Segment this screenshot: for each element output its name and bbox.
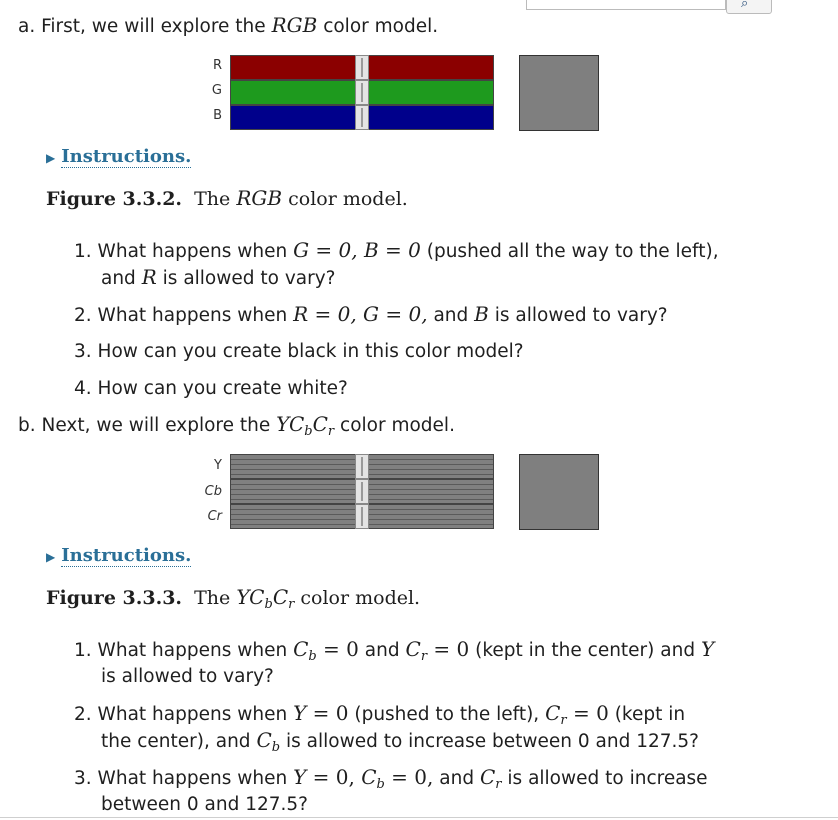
rgb-math: RGB [271,13,318,37]
question-a4: 4. How can you create white? [74,378,348,399]
slider-label-y: Y [214,458,222,473]
figure-caption-b: Figure 3.3.3. The $YC_bC_r$ color model. [46,585,421,612]
part-b-label: b. [18,415,36,436]
slider-label-cr: Cr [207,509,222,524]
figure-caption-a: Figure 3.3.2. The RGB color model. [46,186,408,210]
slider-label-b: B [213,108,222,123]
r-slider-thumb[interactable] [355,55,369,80]
question-a3: 3. How can you create black in this color model? [74,341,524,362]
y-slider-thumb[interactable] [355,454,369,479]
g-slider-thumb[interactable] [355,80,369,105]
slider-label-g: G [211,83,222,98]
question-a2: 2. What happens when R = 0, G = 0, and B is allowed to vary? [74,302,668,326]
disclosure-triangle-icon: ▶ [46,151,56,165]
question-b2: 2. What happens when Y = 0 (pushed to the left), $C_r = 0$ (kept in [74,701,686,728]
cb-slider-thumb[interactable] [355,479,369,504]
search-button[interactable] [726,0,772,14]
b-slider-thumb[interactable] [355,105,369,130]
cr-slider-thumb[interactable] [355,504,369,529]
part-a-label: a. [18,16,36,37]
question-b3: 3. What happens when Y = 0, $C_b = 0$, and $C_r$ is allowed to increase [74,765,708,792]
ycbcr-math: $YC_bC_r$ [276,412,335,439]
question-b1-line2: is allowed to vary? [101,666,274,687]
slider-label-r: R [212,58,222,73]
question-b1: 1. What happens when $C_b = 0$ and $C_r = 0$ (kept in the center) and Y [74,637,715,664]
instructions-toggle-b[interactable]: ▶ Instructions. [46,545,192,566]
question-a1-line2: and R is allowed to vary? [101,265,336,289]
slider-label-cb: Cb [204,484,222,499]
search-icon: ⌕ [741,0,749,11]
question-b3-line2: between 0 and 127.5? [101,794,308,815]
rgb-color-swatch [519,55,599,131]
question-a1: 1. What happens when G = 0, B = 0 (pushed all the way to the left), [74,238,719,262]
part-b-intro: b. Next, we will explore the $YC_bC_r$ color model. [18,412,455,439]
instructions-toggle-a[interactable]: ▶ Instructions. [46,146,192,167]
question-b2-line2: the center), and $C_b$ is allowed to increase between 0 and 127.5? [101,728,700,755]
part-a-intro: a. First, we will explore the RGB color model. [18,13,439,37]
search-input[interactable] [526,0,726,10]
disclosure-triangle-icon: ▶ [46,550,56,564]
ycbcr-color-swatch [519,454,599,530]
page-divider [0,817,838,818]
